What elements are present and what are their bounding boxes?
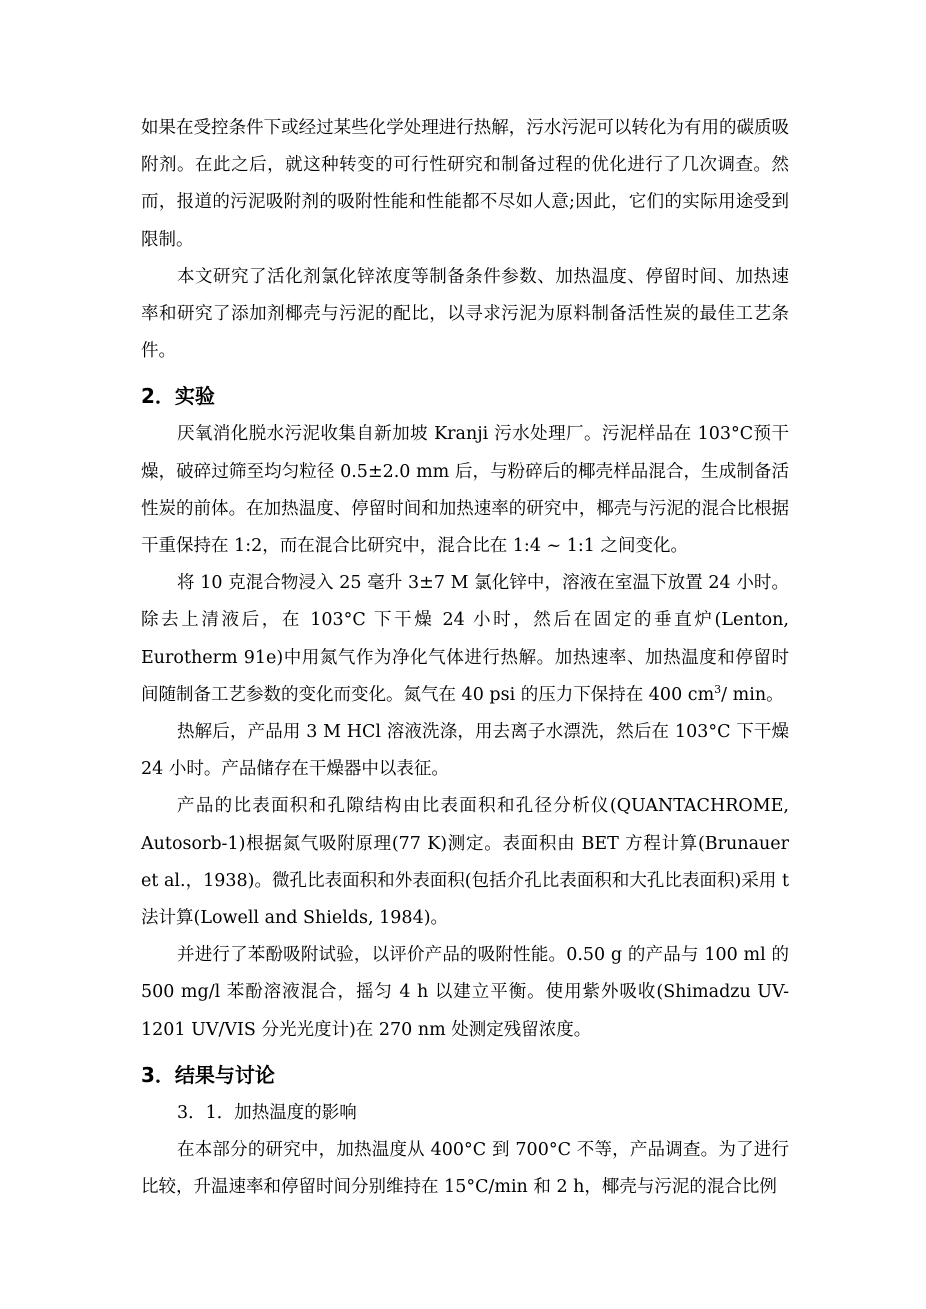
paragraph-zncl2-activation: 将 10 克混合物浸入 25 毫升 3±7 M 氯化锌中，溶液在室温下放置 24 小时。除去上清液后，在 103°C 下干燥 24 小时，然后在固定的垂直炉(Lenton, Eurotherm 91e)中用氮气作为净化气体进行热解。加热速率、加热温度和停留时间随制备工艺参数的变化而变化。氮气在 40 psi 的压力下保持在 400 $cm^3/$ min。 — [141, 573, 789, 705]
paragraph-intro-continued: 如果在受控条件下或经过某些化学处理进行热解，污水污泥可以转化为有用的碳质吸附剂。在此之后，就这种转变的可行性研究和制备过程的优化进行了几次调查。然而，报道的污泥吸附剂的吸附性能和性能都不尽如人意;因此，它们的实际用途受到限制。 — [141, 118, 789, 250]
subsection-heading-temperature: 3．1．加热温度的影响 — [177, 1102, 357, 1123]
paragraph-surface-area: 产品的比表面积和孔隙结构由比表面积和孔径分析仪(QUANTACHROME, Autosorb-1)根据氮气吸附原理(77 K)测定。表面积由 BET 方程计算(Brunauer et al.，1938)。微孔比表面积和外表面积(包括介孔比表面积和大孔比表面积)采用 t 法计算(Lowell and Shields, 1984)。 — [141, 796, 789, 929]
superscript-3: 3 — [714, 683, 722, 697]
document-page — [141, 110, 789, 1206]
paragraph-washing: 热解后，产品用 3 M HCl 溶液洗涤，用去离子水漂洗，然后在 103°C 下干燥 24 小时。产品储存在干燥器中以表征。 — [141, 722, 789, 780]
paragraph-phenol-adsorption: 并进行了苯酚吸附试验，以评价产品的吸附性能。0.50 g 的产品与 100 ml 的 500 mg/l 苯酚溶液混合，摇匀 4 h 以建立平衡。使用紫外吸收(Shimadzu UV-1201 UV/VIS 分光光度计)在 270 nm 处测定残留浓度。 — [141, 945, 789, 1040]
paragraph-research-aim: 本文研究了活化剂氯化锌浓度等制备条件参数、加热温度、停留时间、加热速率和研究了添加剂椰壳与污泥的配比，以寻求污泥为原料制备活性炭的最佳工艺条件。 — [141, 266, 789, 362]
paragraph-temperature-effect: 在本部分的研究中，加热温度从 400°C 到 700°C 不等，产品调查。为了进行比较，升温速率和停留时间分别维持在 15°C/min 和 2 h，椰壳与污泥的混合比例 — [141, 1140, 789, 1198]
section-heading-results: 3．结果与讨论 — [141, 1062, 275, 1087]
paragraph-sludge-collection: 厌氧消化脱水污泥收集自新加坡 Kranji 污水处理厂。污泥样品在 103°C预干燥，破碎过筛至均匀粒径 0.5±2.0 mm 后，与粉碎后的椰壳样品混合，生成制备活性炭的前体。在加热温度、停留时间和加热速率的研究中，椰壳与污泥的混合比根据干重保持在 1:2，而在混合比研究中，混合比在 1:4 ~ 1:1 之间变化。 — [141, 424, 789, 557]
section-heading-experiment: 2．实验 — [141, 384, 215, 409]
